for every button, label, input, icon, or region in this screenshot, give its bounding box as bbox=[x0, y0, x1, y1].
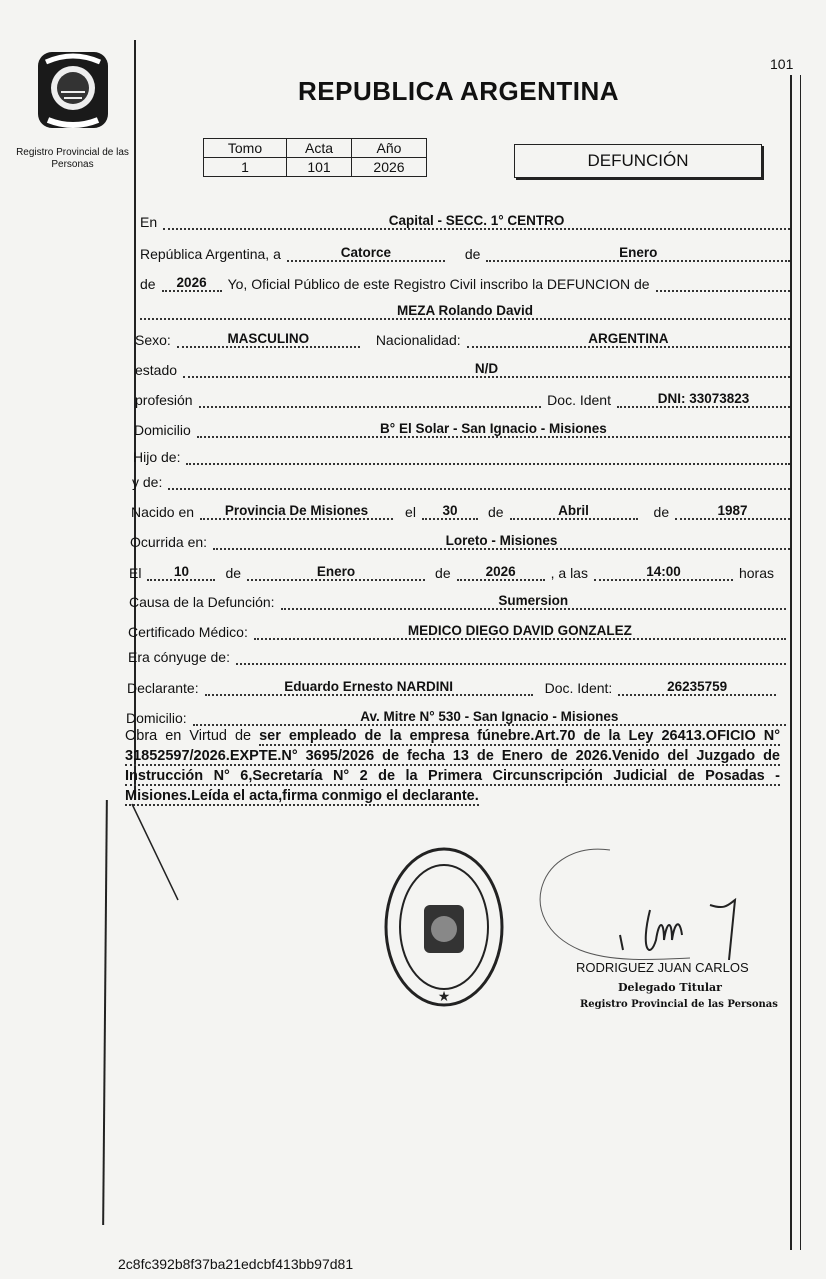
birth-month-field: Abril bbox=[510, 503, 638, 520]
registry-name: Registro Provincial de las Personas bbox=[16, 147, 129, 170]
obra-paragraph bbox=[125, 726, 780, 806]
certificado-label: Certificado Médico: bbox=[128, 624, 248, 640]
acta-header: Acta bbox=[287, 139, 352, 158]
doc2-label: Doc. Ident: bbox=[544, 680, 613, 696]
causa-field: Sumersion bbox=[281, 593, 786, 610]
nacionalidad-field: ARGENTINA bbox=[467, 331, 790, 348]
death-year-field: 2026 bbox=[457, 564, 545, 581]
en-field: Capital - SECC. 1° CENTRO bbox=[163, 213, 790, 230]
deceased-name-field: MEZA Rolando David bbox=[140, 303, 790, 320]
estado-label: estado bbox=[135, 362, 178, 378]
row-death-date bbox=[129, 561, 774, 581]
right-border-inner bbox=[800, 75, 801, 1250]
handwritten-signature bbox=[520, 840, 760, 960]
rep-label: República Argentina, a bbox=[140, 246, 281, 262]
de-label: de bbox=[653, 504, 670, 520]
alas-label: , a las bbox=[550, 565, 588, 581]
nacido-en-field: Provincia De Misiones bbox=[200, 503, 393, 520]
book-reference-table bbox=[203, 138, 427, 177]
domicilio-field: B° El Solar - San Ignacio - Misiones bbox=[197, 421, 790, 438]
doc2-field: 26235759 bbox=[618, 679, 776, 696]
page-title: REPUBLICA ARGENTINA bbox=[298, 76, 620, 106]
de-label: de bbox=[435, 565, 451, 581]
row-hijo bbox=[133, 445, 790, 465]
row-domicilio bbox=[134, 418, 790, 438]
ocurrida-field: Loreto - Misiones bbox=[213, 533, 790, 550]
row-declarante bbox=[127, 676, 776, 696]
intro-text: Yo, Oficial Público de este Registro Civil inscribo la DEFUNCION de bbox=[227, 276, 650, 292]
de-label: de bbox=[225, 565, 242, 581]
ano-header: Año bbox=[352, 139, 427, 158]
acta-value: 101 bbox=[287, 158, 352, 177]
left-border-lower bbox=[102, 800, 108, 1225]
tomo-value: 1 bbox=[204, 158, 287, 177]
declarante-label: Declarante: bbox=[127, 680, 199, 696]
profesion-field bbox=[199, 406, 542, 408]
row-sex bbox=[135, 328, 790, 348]
declarante-field: Eduardo Ernesto NARDINI bbox=[205, 679, 533, 696]
ocurrida-label: Ocurrida en: bbox=[130, 534, 208, 550]
conyuge-field bbox=[236, 663, 786, 665]
page-number: 101 bbox=[770, 56, 794, 72]
year-field: 2026 bbox=[162, 275, 222, 292]
doc-field: DNI: 33073823 bbox=[617, 391, 790, 408]
tomo-header: Tomo bbox=[204, 139, 287, 158]
de-label: de bbox=[487, 504, 504, 520]
death-month-field: Enero bbox=[247, 564, 425, 581]
row-nacido bbox=[131, 500, 790, 520]
signatory-organization: Registro Provincial de las Personas bbox=[580, 999, 778, 1010]
doc-label: Doc. Ident bbox=[547, 392, 611, 408]
row-yde bbox=[132, 470, 790, 490]
birth-year-field: 1987 bbox=[675, 503, 790, 520]
domicilio2-label: Domicilio: bbox=[126, 710, 187, 726]
right-border bbox=[790, 75, 792, 1250]
row-estado bbox=[135, 358, 790, 378]
sexo-label: Sexo: bbox=[135, 332, 171, 348]
causa-label: Causa de la Defunción: bbox=[129, 594, 275, 610]
diagonal-strike-line bbox=[128, 800, 188, 910]
signatory-role: Delegado Titular bbox=[618, 981, 722, 994]
yde-field bbox=[168, 488, 790, 490]
intro-blank bbox=[656, 290, 790, 292]
horas-label: horas bbox=[738, 565, 774, 581]
row-name bbox=[140, 300, 790, 320]
en-label: En bbox=[140, 214, 158, 230]
el-label: el bbox=[405, 504, 416, 520]
row-intro bbox=[140, 272, 790, 292]
month-field: Enero bbox=[486, 245, 790, 262]
death-time-field: 14:00 bbox=[594, 564, 733, 581]
hijo-field bbox=[186, 463, 790, 465]
ano-value: 2026 bbox=[352, 158, 427, 177]
domicilio2-field: Av. Mitre N° 530 - San Ignacio - Misiones bbox=[193, 709, 786, 726]
province-seal-logo bbox=[34, 48, 112, 132]
row-domicilio2 bbox=[126, 706, 786, 726]
row-conyuge bbox=[128, 645, 786, 665]
registry-stamp bbox=[382, 845, 507, 1010]
hijo-label: Hijo de: bbox=[133, 449, 181, 465]
nacionalidad-label: Nacionalidad: bbox=[375, 332, 461, 348]
estado-field: N/D bbox=[183, 361, 790, 378]
row-causa bbox=[129, 590, 786, 610]
de-label: de bbox=[140, 276, 156, 292]
de-label: de bbox=[464, 246, 481, 262]
domicilio-label: Domicilio bbox=[134, 422, 191, 438]
row-date bbox=[140, 242, 790, 262]
birth-day-field: 30 bbox=[422, 503, 478, 520]
obra-label: Obra en Virtud de bbox=[125, 728, 252, 744]
row-ocurrida bbox=[130, 530, 790, 550]
el-label: El bbox=[129, 565, 142, 581]
row-certificado bbox=[128, 620, 786, 640]
profesion-label: profesión bbox=[135, 392, 193, 408]
sexo-field: MASCULINO bbox=[177, 331, 360, 348]
signatory-name: RODRIGUEZ JUAN CARLOS bbox=[576, 960, 749, 975]
row-profesion bbox=[135, 388, 790, 408]
obra-text: ser empleado de la empresa fúnebre.Art.70 de la Ley 26413.OFICIO N° 31852597/2026.EXPTE.N° 3695/2026 de fecha 13 de Enero de 2026.Venido del Juzgado de Instrucción N° 6,Secretaría N° 2 de la Primera Circunscripción Judicial de Posadas - Misiones.Leída el acta,firma conmigo el declarante. bbox=[125, 728, 780, 804]
document-type-box: DEFUNCIÓN bbox=[514, 144, 762, 178]
day-word-field: Catorce bbox=[287, 245, 445, 262]
row-en bbox=[140, 210, 790, 230]
yde-label: y de: bbox=[132, 474, 163, 490]
nacido-label: Nacido en bbox=[131, 504, 195, 520]
death-day-field: 10 bbox=[147, 564, 215, 581]
document-hash: 2c8fc392b8f37ba21edcbf413bb97d81 bbox=[118, 1256, 354, 1272]
conyuge-label: Era cónyuge de: bbox=[128, 649, 230, 665]
certificado-field: MEDICO DIEGO DAVID GONZALEZ bbox=[254, 623, 786, 640]
svg-text:★: ★ bbox=[437, 988, 451, 1004]
